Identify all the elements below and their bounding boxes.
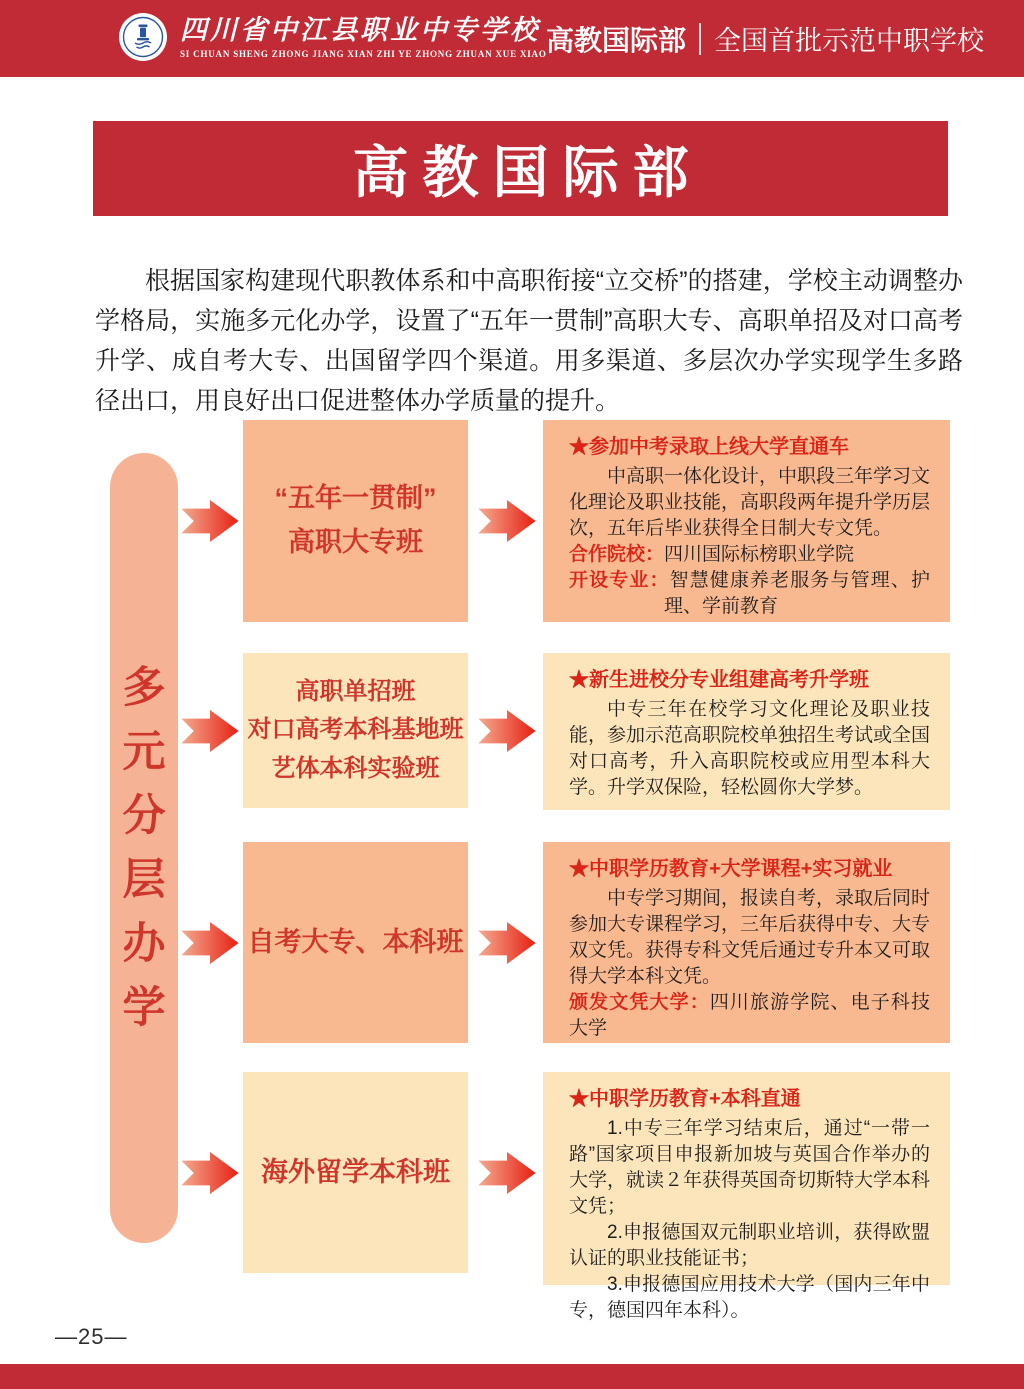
program-highlight-title: ★新生进校分专业组建高考升学班: [569, 669, 869, 691]
footer-bar: [0, 1364, 1024, 1389]
program-highlight-title: ★中职学历教育+大学课程+实习就业: [569, 858, 893, 880]
program-description-box: [543, 420, 950, 622]
school-name: 四川省中江县职业中专学校: [180, 15, 540, 45]
flow-row: [0, 842, 1024, 1043]
header-department: 高教国际部: [545, 24, 686, 56]
program-name: 高职单招班: [295, 677, 416, 705]
header-honor-text: 全国首批示范中职学校: [714, 26, 984, 56]
flow-arrow-icon: [181, 1152, 239, 1194]
program-paragraph: 开设专业：智慧健康养老服务与管理、护理、学前教育: [569, 570, 930, 617]
field-label: 颁发文凭大学：: [569, 992, 710, 1013]
flow-arrow-icon: [478, 500, 536, 542]
program-box: [243, 653, 468, 808]
flow-arrow-icon: [478, 1152, 536, 1194]
program-paragraph: 1.中专三年学习结束后，通过“一带一路”国家项目申报新加坡与英国合作举办的大学，就读２年获得英国奇切斯特大学本科文凭；: [569, 1118, 931, 1217]
program-paragraph: 2.申报德国双元制职业培训，获得欧盟认证的职业技能证书；: [569, 1222, 930, 1269]
school-name-pinyin: SI CHUAN SHENG ZHONG JIANG XIAN ZHI YE ZHONG ZHUAN XUE XIAO: [180, 49, 547, 59]
program-name: 海外留学本科班: [261, 1156, 450, 1187]
page-title: 高教国际部: [352, 140, 703, 204]
capsule-char: 多: [122, 663, 166, 712]
flow-arrow-icon: [181, 500, 239, 542]
program-highlight-title: ★参加中考录取上线大学直通车: [569, 436, 849, 458]
flow-arrow-icon: [478, 710, 536, 752]
program-highlight-title: ★中职学历教育+本科直通: [569, 1088, 801, 1110]
program-paragraph: 中专学习期间，报读自考，录取后同时参加大专课程学习，三年后获得中专、大专双文凭。获得专科文凭后通过专升本又可取得大学本科文凭。: [569, 888, 931, 987]
program-paragraph: 3.申报德国应用技术大学（国内三年中专，德国四年本科）。: [569, 1274, 930, 1321]
program-name: “五年一贯制”: [274, 483, 437, 514]
capsule-char: 层: [122, 855, 166, 904]
capsule-char: 办: [122, 919, 166, 968]
flow-arrow-icon: [181, 710, 239, 752]
program-box: [243, 420, 468, 622]
capsule-char: 学: [122, 983, 166, 1032]
flow-row: [0, 420, 1024, 622]
program-name: 艺体本科实验班: [271, 754, 440, 782]
flow-arrow-icon: [181, 922, 239, 964]
program-description-box: [543, 653, 950, 810]
page-number: —25—: [55, 1324, 128, 1349]
program-paragraph: 中专三年在校学习文化理论及职业技能，参加示范高职院校单独招生考试或全国对口高考，升入高职院校或应用型本科大学。升学双保险，轻松圆你大学梦。: [569, 699, 931, 798]
intro-paragraph: 根据国家构建现代职教体系和中高职衔接“立交桥”的搭建，学校主动调整办学格局，实施多元化办学，设置了“五年一贯制”高职大专、高职单招及对口高考升学、成自考大专、出国留学四个渠道。用多渠道、多层次办学实现学生多路径出口，用良好出口促进整体办学质量的提升。: [95, 267, 963, 415]
program-paragraph: 中高职一体化设计，中职段三年学习文化理论及职业技能，高职段两年提升学历层次，五年后毕业获得全日制大专文凭。: [569, 466, 931, 539]
program-description-box: [543, 1072, 950, 1321]
program-description-box: [543, 842, 950, 1043]
program-name: 高职大专班: [288, 527, 423, 557]
program-box: [243, 842, 468, 1043]
capsule-char: 元: [122, 727, 166, 776]
flow-row: [0, 653, 1024, 808]
field-label: 合作院校：: [569, 544, 665, 565]
program-paragraph: 颁发文凭大学：四川旅游学院、电子科技大学: [569, 992, 930, 1039]
field-label: 开设专业：: [569, 570, 670, 591]
flow-row: [0, 1072, 1024, 1321]
capsule-char: 分: [122, 791, 166, 840]
program-box: [243, 1072, 468, 1273]
program-name: 自考大专、本科班: [247, 926, 464, 957]
flow-arrow-icon: [478, 922, 536, 964]
program-name: 对口高考本科基地班: [247, 716, 464, 744]
program-paragraph: 合作院校：四川国际标榜职业学院: [569, 544, 855, 565]
